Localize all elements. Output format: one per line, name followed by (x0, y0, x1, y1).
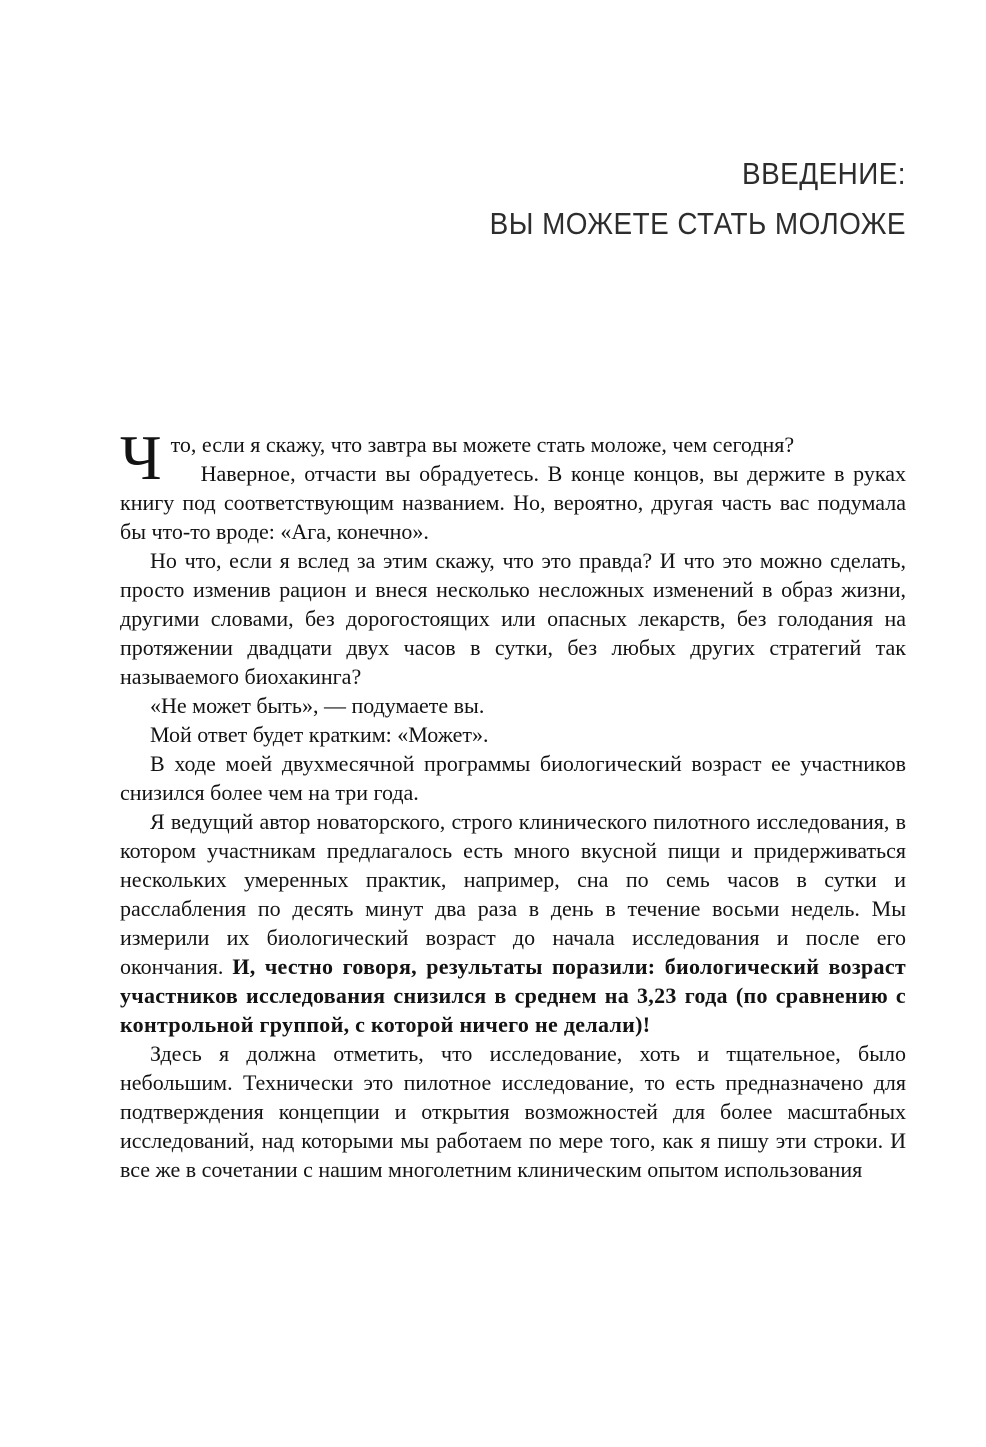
paragraph (120, 691, 906, 720)
paragraph (120, 807, 906, 1039)
text-run: Я ведущий автор новаторского, строго клинического пилотного исследования, в котором участникам предлагалось есть много вкусной пищи и придерживаться нескольких умеренных практик, например, сна по семь часов в сутки и расслабления по десять минут два раза в день в течение восьми недель. Мы измерили их биологический возраст до начала исследования и после его окончания. (120, 809, 906, 979)
text-run: Но что, если я вслед за этим скажу, что это правда? И что это можно сделать, просто изменив рацион и внеся несколько несложных изменений в образ жизни, другими словами, без дорогостоящих или опасных лекарств, без голодания на протяжении двадцати двух часов в сутки, без любых других стратегий так называемого биохакинга? (120, 548, 906, 689)
chapter-title-line2: ВЫ МОЖЕТЕ СТАТЬ МОЛОЖЕ (489, 206, 906, 241)
chapter-title (120, 149, 906, 249)
paragraph (120, 1039, 906, 1184)
text-run: Наверное, отчасти вы обрадуетесь. В конце концов, вы держите в руках книгу под соответствующим названием. Но, вероятно, другая часть вас подумала бы что-то вроде: «Ага, конечно». (120, 461, 906, 544)
text-run: Мой ответ будет кратким: «Может». (150, 722, 489, 747)
text-run: то, если я скажу, что завтра вы можете стать моложе, чем сегодня? (170, 432, 795, 457)
text-run: В ходе моей двухмесячной программы биологический возраст ее участников снизился более чем на три года. (120, 751, 906, 805)
dropcap-letter: Ч (120, 422, 162, 493)
paragraph (120, 720, 906, 749)
paragraph (120, 546, 906, 691)
paragraph (120, 422, 906, 493)
text-run: Здесь я должна отметить, что исследование, хоть и тщательное, было небольшим. Технически это пилотное исследование, то есть предназначено для подтверждения концепции и открытия возможностей для более масштабных исследований, над которыми мы работаем по мере того, как я пишу эти строки. И все же в сочетании с нашим многолетним клиническим опытом использования (120, 1041, 906, 1182)
paragraph (120, 459, 906, 546)
chapter-title-line1: ВВЕДЕНИЕ: (742, 156, 906, 191)
bold-text-run: И, честно говоря, результаты поразили: биологический возраст участников исследования снизился в среднем на 3,23 года (по сравнению с контрольной группой, с которой ничего не делали)! (120, 954, 906, 1037)
body-text (120, 422, 906, 1184)
paragraph (120, 749, 906, 807)
text-run: «Не может быть», — подумаете вы. (150, 693, 485, 718)
